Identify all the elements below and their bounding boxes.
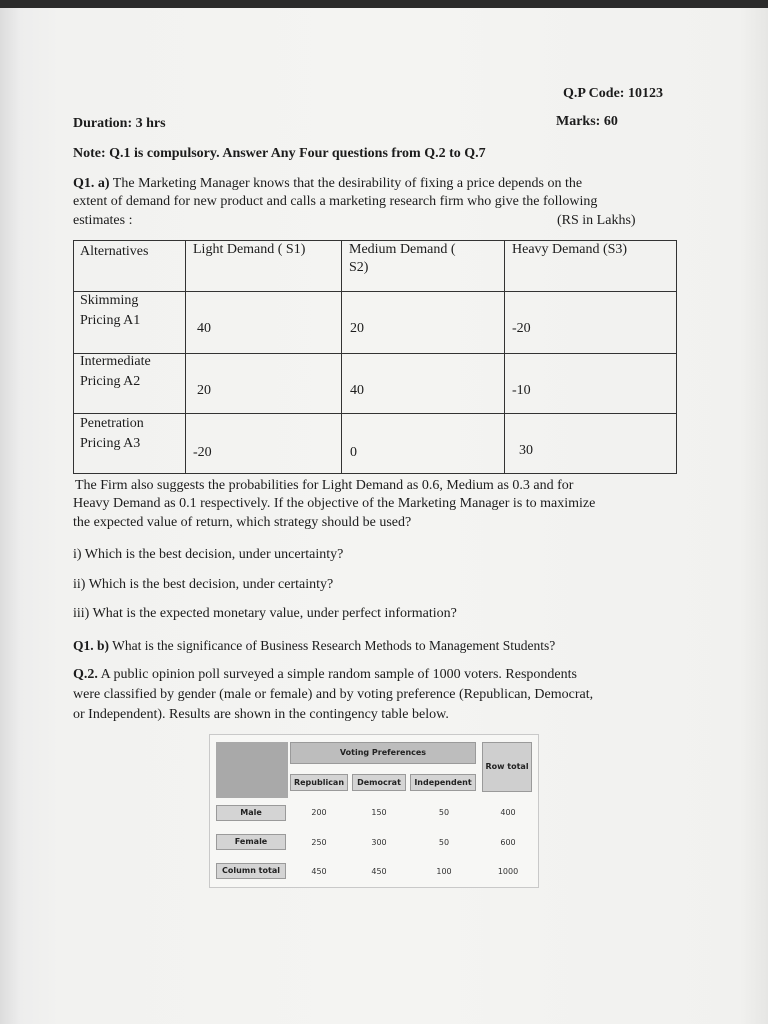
table-divider [74,353,676,354]
table-cell: 400 [500,808,516,817]
row-label-skimming-2: Pricing A1 [80,313,141,328]
table-divider [504,241,505,473]
table-cell: 600 [500,838,516,847]
q1a-line2: extent of demand for new product and calls a marketing research firm who give the following [73,194,598,209]
col-header-republican: Republican [290,774,348,791]
q1b-question [73,637,555,654]
header-medium-demand-cont: S2) [349,260,369,275]
q1b-label: Q1. b) [73,638,110,653]
table-cell: 100 [436,867,452,876]
table-cell: 20 [197,383,211,398]
table-cell: 450 [311,867,327,876]
row-label-intermediate: Intermediate [80,354,151,369]
table-cell: -10 [512,383,531,398]
table-cell: 40 [197,321,211,336]
table-divider [185,241,186,473]
q1b-text: What is the significance of Business Research Methods to Management Students? [109,638,556,653]
marks: Marks: 60 [556,114,618,129]
corner-shade [216,742,288,798]
contingency-table [209,734,539,888]
table-cell: 200 [311,808,327,817]
table-cell: -20 [512,321,531,336]
col-header-democrat: Democrat [352,774,406,791]
q2-line1 [73,666,577,683]
header-alternatives: Alternatives [80,244,149,259]
row-label-skimming: Skimming [80,293,139,308]
q2-text: A public opinion poll surveyed a simple random sample of 1000 voters. Respondents [97,667,577,682]
payoff-table [73,240,677,474]
qp-code: Q.P Code: 10123 [563,86,663,101]
row-total-header: Row total [482,742,532,792]
q1a-text: The Marketing Manager knows that the desirability of fixing a price depends on the [109,176,583,191]
q1a-after3: the expected value of return, which strategy should be used? [73,515,412,530]
row-label-female: Female [216,834,286,850]
sub-question-iii: iii) What is the expected monetary value, under perfect information? [73,606,457,621]
table-divider [74,413,676,414]
header-light-demand: Light Demand ( S1) [193,242,306,257]
table-cell: 40 [350,383,364,398]
group-header: Voting Preferences [290,742,476,764]
note: Note: Q.1 is compulsory. Answer Any Four questions from Q.2 to Q.7 [73,146,486,161]
table-cell: 20 [350,321,364,336]
q2-line2: were classified by gender (male or female) and by voting preference (Republican, Democrat, [73,687,594,702]
table-cell: 250 [311,838,327,847]
q2-line3: or Independent). Results are shown in the contingency table below. [73,707,449,722]
table-cell: -20 [193,445,212,460]
table-cell: 50 [438,838,450,847]
table-cell: 300 [371,838,387,847]
unit-label: (RS in Lakhs) [557,213,636,228]
q1a-line3: estimates : [73,213,133,228]
header-heavy-demand: Heavy Demand (S3) [512,242,628,257]
table-cell: 30 [519,443,533,458]
table-cell: 0 [350,445,357,460]
row-label-penetration-2: Pricing A3 [80,436,141,451]
row-label-intermediate-2: Pricing A2 [80,374,141,389]
table-cell: 150 [371,808,387,817]
sub-question-i: i) Which is the best decision, under uncertainty? [73,547,344,562]
sub-question-ii: ii) Which is the best decision, under certainty? [73,577,334,592]
q1a-after2: Heavy Demand as 0.1 respectively. If the objective of the Marketing Manager is to maximize [73,496,596,511]
q1a-label: Q1. a) [73,176,110,191]
q1a-after1: The Firm also suggests the probabilities for Light Demand as 0.6, Medium as 0.3 and for [75,478,574,493]
table-cell: 1000 [497,867,519,876]
duration: Duration: 3 hrs [73,116,166,131]
table-divider [341,241,342,473]
q1a-line1 [73,175,582,192]
row-label-penetration: Penetration [80,416,144,431]
col-header-independent: Independent [410,774,476,791]
row-label-column-total: Column total [216,863,286,879]
q2-label: Q.2. [73,667,98,682]
row-label-male: Male [216,805,286,821]
table-cell: 450 [371,867,387,876]
header-medium-demand: Medium Demand ( [349,242,456,257]
table-divider [74,291,676,292]
table-cell: 50 [438,808,450,817]
